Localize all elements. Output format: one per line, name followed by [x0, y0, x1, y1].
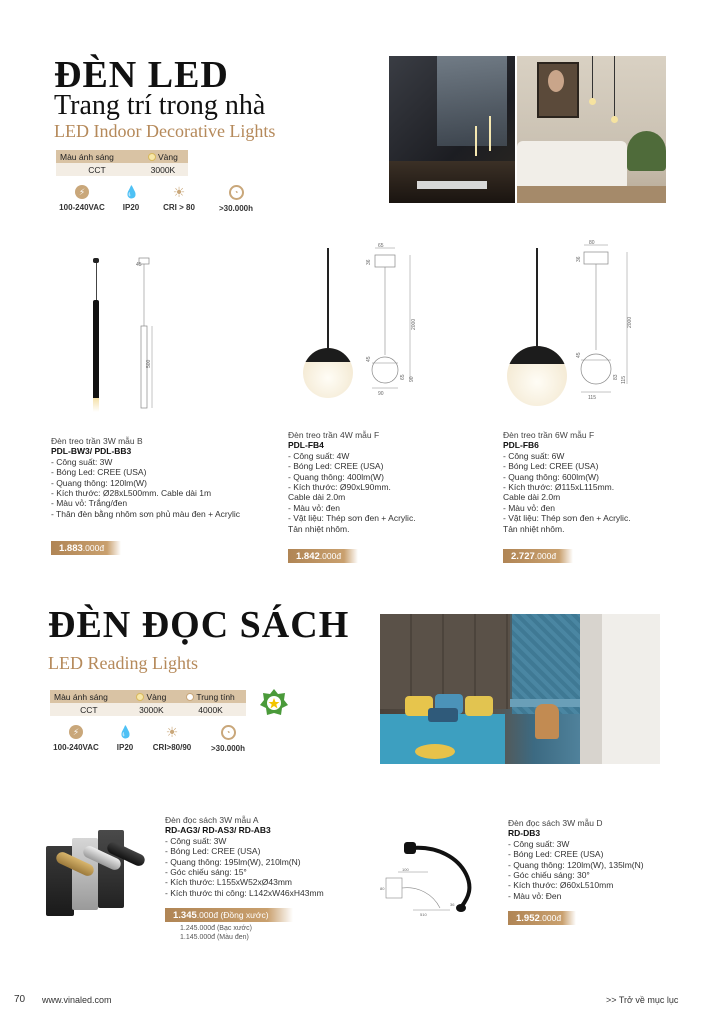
section2-title: ĐÈN ĐỌC SÁCH	[48, 604, 350, 646]
spec-line: - Quang thông: 400lm(W)	[288, 471, 384, 482]
product-name: Đèn treo trần 4W mẫu F	[288, 430, 380, 440]
clock-icon: ◔	[229, 185, 244, 200]
price-tag	[51, 541, 121, 555]
pendant-f4-dimension-drawing	[360, 240, 430, 400]
product-name: Đèn treo trần 6W mẫu F	[503, 430, 595, 440]
product-name: Đèn đọc sách 3W mẫu A	[165, 815, 259, 825]
dim-label: 90	[378, 391, 384, 397]
dim-label: 83	[613, 374, 619, 380]
product-rd-db3	[508, 818, 708, 901]
pendant-b-cable	[96, 263, 97, 301]
section1-feature-icons	[52, 185, 264, 213]
section1-subtitle: Trang trí trong nhà	[54, 90, 266, 121]
price-unit: .000đ	[534, 551, 557, 561]
spec-line: - Kích thước: Ø60xL510mm	[508, 880, 614, 891]
spec-line: - Quang thông: 195lm(W), 210lm(N)	[165, 856, 301, 867]
living-room-photo	[517, 56, 666, 203]
product-code: PDL-FB6	[503, 440, 539, 451]
spec-line: - Công suất: 4W	[288, 450, 350, 461]
dim-label: 36	[450, 902, 455, 907]
spec-line: - Công suất: 3W	[165, 835, 227, 846]
spec-line: - Quang thông: 600lm(W)	[503, 471, 599, 482]
drops-icon: 💧	[124, 185, 139, 199]
feature-cri: ☀ CRI>80/90	[152, 724, 192, 752]
feature-ip: 💧 IP20	[116, 725, 134, 752]
spec-line: Tản nhiệt nhôm.	[503, 523, 565, 534]
price-unit: .000đ	[539, 913, 562, 923]
spec-value: Vàng	[158, 151, 178, 162]
dim-label: 115	[588, 395, 596, 401]
product-name: Đèn treo trần 3W mẫu B	[51, 436, 143, 446]
dim-label: 45	[576, 352, 582, 358]
spec-line: Tản nhiệt nhôm.	[288, 523, 350, 534]
dim-label: 500	[146, 359, 152, 368]
dim-label: 2000	[627, 316, 633, 328]
spec-line: - Kích thước thi công: L142xW46xH43mm	[165, 887, 324, 898]
sun-icon: ☀	[172, 184, 186, 200]
dim-label: 65	[378, 243, 384, 249]
restaurant-photo	[389, 56, 515, 203]
product-pdl-fb6	[503, 430, 703, 534]
product-pdl-bw3	[51, 436, 276, 519]
product-code: RD-AG3/ RD-AS3/ RD-AB3	[165, 825, 271, 836]
pendant-f4-cable	[327, 248, 329, 350]
price-tag	[165, 908, 293, 922]
price-tag	[508, 911, 576, 925]
pendant-b-dimension-drawing	[130, 256, 160, 416]
spec-label: Màu ánh sáng	[56, 150, 138, 163]
spec-line: - Quang thông: 120lm(W)	[51, 477, 147, 488]
alt-prices	[180, 924, 252, 942]
feature-cri: ☀ CRI > 80	[163, 184, 195, 212]
product-code: PDL-FB4	[288, 440, 324, 451]
spec-line: Cable dài 2.0m	[288, 492, 346, 503]
dim-label: 100	[402, 867, 409, 872]
price-unit: .000đ	[319, 551, 342, 561]
spec-line: - Vật liệu: Thép sơn đen + Acrylic.	[288, 513, 416, 524]
feature-ip: 💧 IP20	[122, 185, 140, 212]
dim-label: 510	[420, 912, 427, 917]
dim-label: 90	[409, 376, 415, 382]
price-tag	[288, 549, 358, 563]
section2-feature-icons	[46, 725, 256, 753]
spec-label: CCT	[56, 163, 138, 176]
feature-voltage: ⚡ 100-240VAC	[59, 187, 105, 212]
back-to-toc-link[interactable]: >> Trở về mục lục	[606, 995, 679, 1005]
spec-line: - Quang thông: 120lm(W), 135lm(N)	[508, 859, 644, 870]
pendant-b-body	[93, 300, 99, 400]
dim-label: 115	[621, 376, 627, 384]
spec-line: - Công suất: 6W	[503, 450, 565, 461]
page-number: 70	[14, 994, 26, 1005]
price-unit: .000đ	[82, 543, 105, 553]
spec-line: - Màu vỏ: Trắng/đen	[51, 498, 128, 509]
section1-spec-table	[56, 150, 188, 176]
product-code: RD-DB3	[508, 828, 541, 839]
sun-icon: ☀	[165, 724, 179, 740]
bedroom-photo	[380, 614, 660, 764]
dim-label: 80	[380, 886, 385, 891]
spec-value: Vàng	[146, 691, 167, 702]
dim-label: 36	[576, 256, 582, 262]
price-tag	[503, 549, 573, 563]
spec-value: 3000K	[138, 163, 188, 176]
website-link[interactable]: www.vinaled.com	[42, 995, 112, 1005]
spec-line: - Thân đèn bằng nhôm sơn phủ màu đen + Acrylic	[51, 508, 240, 519]
spec-line: - Kích thước: L155xW52xØ43mm	[165, 877, 293, 888]
price-unit: .000đ (Đồng xước)	[196, 910, 269, 920]
pendant-f4-globe	[303, 348, 353, 398]
price-value: 1.345	[173, 910, 197, 921]
dim-label: 2000	[411, 318, 417, 330]
product-pdl-fb4	[288, 430, 488, 534]
section1-english-title: LED Indoor Decorative Lights	[54, 121, 276, 141]
price-value: 1.842	[296, 551, 320, 562]
price-value: 1.952	[516, 913, 540, 924]
spec-line: - Công suất: 3W	[51, 456, 113, 467]
feature-lifetime: ◔ >30.000h	[208, 185, 264, 213]
dim-label: 45	[366, 356, 372, 362]
spec-line: - Kích thước: Ø28xL500mm. Cable dài 1m	[51, 488, 212, 499]
reading-light-d-drawing	[378, 836, 490, 920]
price-value: 1.883	[59, 543, 83, 554]
spec-value: Trung tính	[196, 691, 235, 702]
price-value: 2.727	[511, 551, 535, 562]
spec-line: - Màu vỏ: Đen	[508, 890, 562, 901]
spec-line: - Kích thước: Ø115xL115mm.	[503, 482, 615, 493]
pendant-f6-dimension-drawing	[572, 238, 642, 403]
spec-line: Cable dài 2.0m	[503, 492, 561, 503]
plug-icon: ⚡	[69, 725, 83, 739]
spec-label: Màu ánh sáng	[50, 690, 128, 703]
pendant-f6-cable	[536, 248, 538, 348]
spec-line: - Công suất: 3W	[508, 838, 570, 849]
feature-voltage: ⚡ 100-240VAC	[53, 727, 99, 752]
section2-spec-table	[50, 690, 246, 716]
spec-line: - Màu vỏ: đen	[288, 502, 340, 513]
spec-value: 4000K	[175, 703, 246, 716]
yellow-dot-icon	[148, 153, 156, 161]
product-rd-ag3	[165, 815, 375, 898]
spec-line: - Bóng Led: CREE (USA)	[51, 467, 147, 478]
neutral-dot-icon	[186, 693, 194, 701]
spec-line: - Góc chiếu sáng: 30°	[508, 870, 590, 881]
pendant-b-light	[93, 398, 99, 412]
section2-english-title: LED Reading Lights	[48, 653, 198, 673]
alt-price: 1.145.000đ (Màu đen)	[180, 934, 249, 941]
feature-lifetime: ◔ >30.000h	[200, 725, 256, 753]
dim-label: 45	[136, 262, 142, 268]
section1-title: ĐÈN LED	[54, 54, 229, 96]
spec-value: 3000K	[128, 703, 176, 716]
spec-line: - Kích thước: Ø90xL90mm.	[288, 482, 391, 493]
spec-label: CCT	[50, 703, 128, 716]
pendant-f6-globe	[507, 346, 567, 406]
product-code: PDL-BW3/ PDL-BB3	[51, 446, 132, 457]
drops-icon: 💧	[118, 725, 133, 739]
clock-icon: ◔	[221, 725, 236, 740]
certification-badge-icon	[259, 688, 289, 718]
product-name: Đèn đọc sách 3W mẫu D	[508, 818, 603, 828]
dim-label: 36	[366, 259, 372, 265]
spec-line: - Bóng Led: CREE (USA)	[508, 849, 604, 860]
spec-line: - Bóng Led: CREE (USA)	[503, 461, 599, 472]
alt-price: 1.245.000đ (Bạc xước)	[180, 925, 252, 932]
spec-line: - Góc chiếu sáng: 15°	[165, 867, 247, 878]
dim-label: 80	[589, 240, 595, 246]
plug-icon: ⚡	[75, 185, 89, 199]
spec-line: - Bóng Led: CREE (USA)	[165, 846, 261, 857]
dim-label: 65	[400, 374, 406, 380]
spec-line: - Vật liệu: Thép sơn đen + Acrylic.	[503, 513, 631, 524]
spec-line: - Màu vỏ: đen	[503, 502, 555, 513]
spec-line: - Bóng Led: CREE (USA)	[288, 461, 384, 472]
yellow-dot-icon	[136, 693, 144, 701]
